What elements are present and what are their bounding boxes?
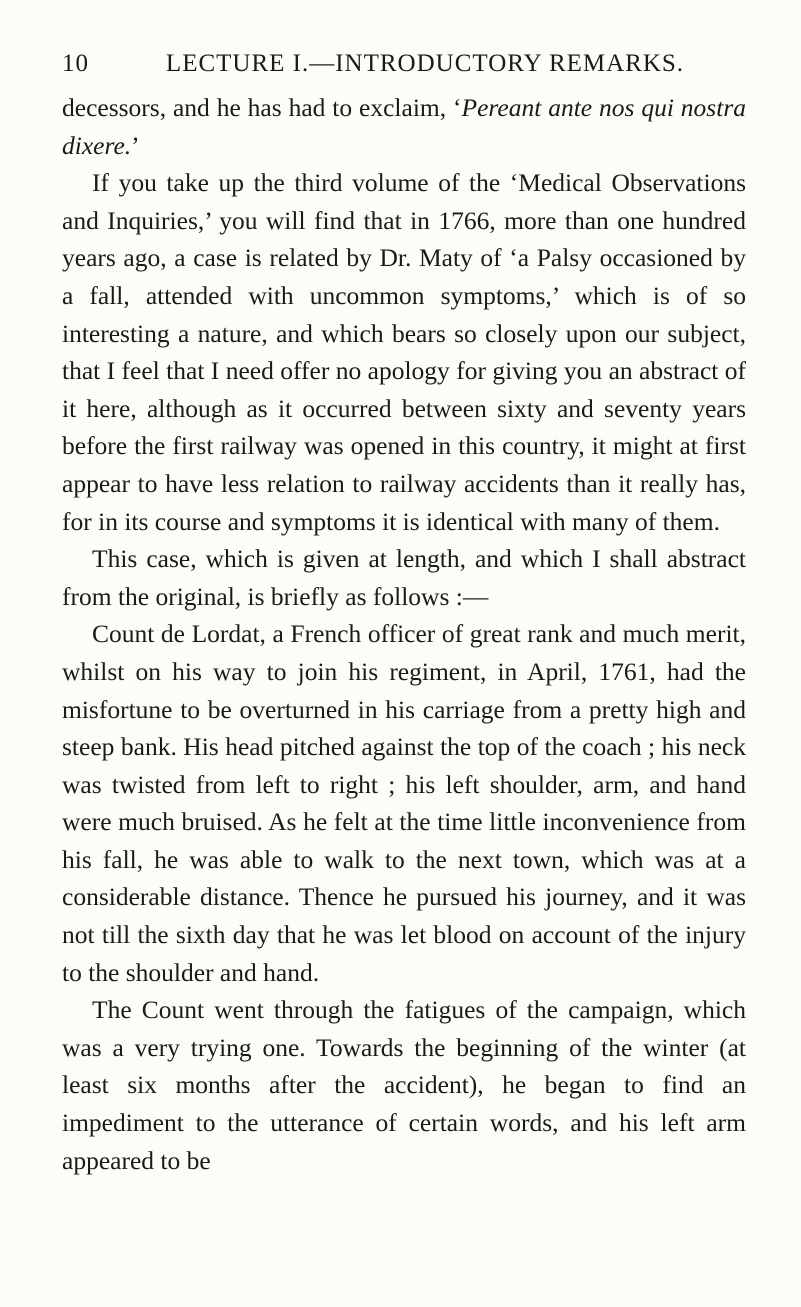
page-number: 10 (62, 50, 89, 77)
running-head: LECTURE I.—INTRODUCTORY REMARKS. (165, 50, 685, 77)
latin-quotation: Pereant ante nos qui nostra dixere. (62, 93, 746, 160)
paragraph: If you take up the third volume of the ‘Medical Observations and Inquiries,’ you will find that in 1766, more than one hundred years ago, a case is related by Dr. Maty of ‘a Palsy occasioned by a fall, attended with uncommon symptoms,’ which is of so interesting a nature, and which bears so closely upon our subject, that I feel that I need offer no apology for giving you an abstract of it here, although as it occurred between sixty and seventy years before the first railway was opened in this country, it might at first appear to have less relation to railway accidents than it really has, for in its course and symptoms it is identical with many of them. (62, 168, 746, 536)
paragraph: This case, which is given at length, and which I shall abstract from the original, is briefly as follows :— (62, 544, 746, 611)
paragraph-lead: decessors, and he has had to exclaim, ‘ (62, 93, 462, 122)
paragraph: The Count went through the fatigues of the campaign, which was a very trying one. Towards the beginning of the winter (at least six months after the accident), he began to find an impediment to the utterance of certain words, and his left arm appeared to be (62, 995, 746, 1175)
paragraph-continuation (62, 89, 746, 164)
body-text (62, 89, 746, 1179)
page-header (62, 50, 742, 84)
paragraph: Count de Lordat, a French officer of great rank and much merit, whilst on his way to join his regiment, in April, 1761, had the misfortune to be overturned in his carriage from a pretty high and steep bank. His head pitched against the top of the coach ; his neck was twisted from left to right ; his left shoulder, arm, and hand were much bruised. As he felt at the time little inconvenience from his fall, he was able to walk to the next town, which was at a considerable distance. Thence he pursued his journey, and it was not till the sixth day that he was let blood on account of the injury to the shoulder and hand. (62, 619, 746, 987)
closing-quote: ’ (131, 130, 140, 160)
